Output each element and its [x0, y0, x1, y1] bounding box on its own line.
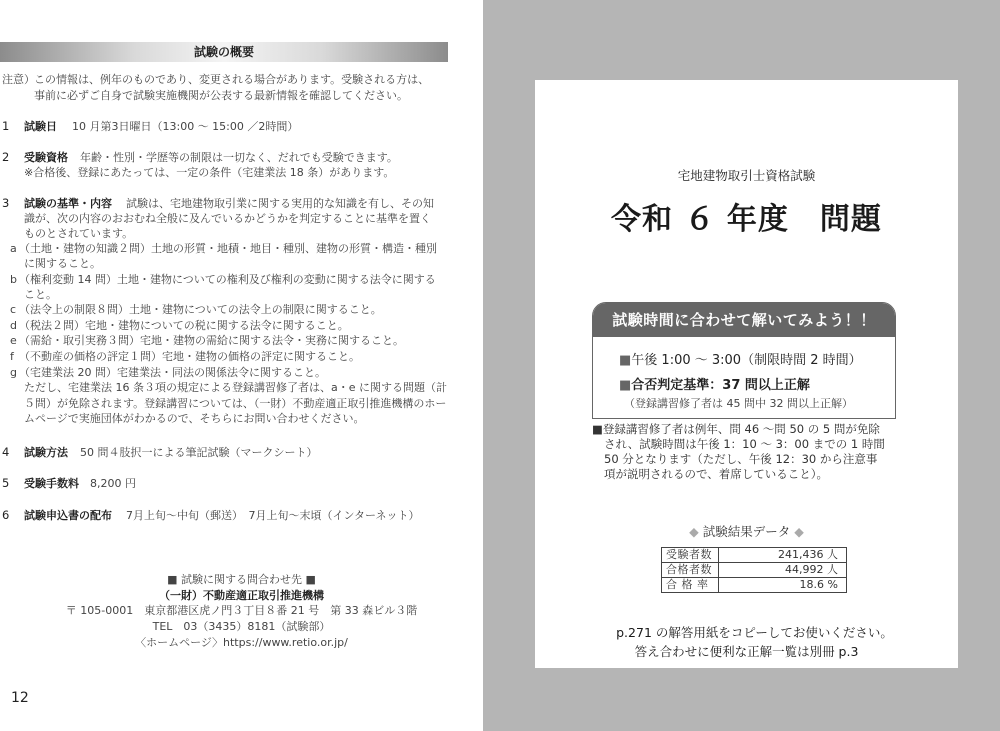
- item-2-text-2: ※合格後、登録にあたっては、一定の条件（宅建業法 18 条）があります。: [24, 166, 395, 179]
- contact-homepage-link[interactable]: 〈ホームページ〉https://www.retio.or.jp/: [135, 636, 348, 649]
- pass-criteria-line: ■合否判定基準：37 問以上正解: [619, 378, 810, 393]
- time-line: ■午後 1:00 〜 3:00（制限時間 2 時間）: [619, 353, 862, 368]
- item-1-heading: 試験日: [24, 120, 57, 133]
- square-bullet-icon: ■: [619, 378, 632, 393]
- diamond-icon: ◆: [689, 524, 699, 539]
- notice-line: ■登録講習修了者は例年、問 46 〜問 50 の 5 問が免除: [592, 422, 880, 436]
- item-2-heading: 受験資格: [24, 151, 68, 164]
- item-3-heading: 試験の基準・内容: [24, 197, 112, 210]
- item-1-text: 10 月第3日曜日（13:00 〜 15:00 ／2時間）: [72, 120, 299, 133]
- item-6-text: 7月上旬〜中旬（郵送） 7月上旬〜末頃（インターネット）: [126, 509, 420, 522]
- table-row: [662, 548, 847, 563]
- page-number: 12: [11, 690, 29, 706]
- notice-line: され、試験時間は午後 1：10 〜 3：00 までの 1 時間: [604, 437, 885, 451]
- exemption-line-2: ５問）が免除されます。登録講習については、（一財）不動産適正取引推進機構のホー: [24, 397, 447, 410]
- exam-title: 令和 ６ 年度 問題: [611, 202, 882, 237]
- square-bullet-icon: ■: [619, 353, 632, 368]
- item-6-number: 6: [2, 508, 10, 522]
- exemption-notice: [592, 422, 902, 482]
- item-3-text-1: 試験は、宅地建物取引業に関する実用的な知識を有し、その知: [126, 197, 434, 210]
- row-value: 18.6 %: [719, 578, 847, 593]
- table-row: [662, 578, 847, 593]
- contact-organization: （一財）不動産適正取引推進機構: [159, 589, 324, 602]
- timing-box-heading: 試験時間に合わせて解いてみよう！！: [593, 303, 895, 337]
- diamond-icon: ◆: [794, 524, 804, 539]
- item-2-text-1: 年齢・性別・学歴等の制限は一切なく、だれでも受験できます。: [80, 151, 398, 164]
- subitem-b-text-2: こと。: [24, 288, 57, 301]
- item-1-number: 1: [2, 119, 10, 133]
- subitem-a-text-2: に関すること。: [24, 257, 101, 270]
- exam-subtitle: 宅地建物取引士資格試験: [677, 168, 816, 183]
- subitem-c-letter: c: [10, 303, 17, 316]
- note-line-2: 事前に必ずご自身で試験実施機関が公表する最新情報を確認してください。: [34, 89, 408, 102]
- results-title: ◆ 試験結果データ ◆: [689, 524, 804, 539]
- exemption-line-3: ムページで実施団体がわかるので、そちらにお問い合わせください。: [24, 412, 365, 425]
- row-label: 合格者数: [662, 563, 719, 578]
- results-table: [661, 547, 847, 593]
- subitem-b-letter: b: [10, 273, 17, 286]
- notice-line: 50 分となります（ただし、午後 12：30 から注意事: [604, 452, 878, 466]
- item-5-heading: 受験手数料: [24, 477, 79, 490]
- subitem-g-text: （宅建業法 20 問）宅建業法・同法の関係法令に関すること。: [19, 366, 326, 379]
- subitem-a-letter: a: [10, 242, 17, 255]
- contact-tel: TEL 03（3435）8181（試験部）: [152, 620, 331, 633]
- left-page: [0, 0, 483, 731]
- section-title-bar: 試験の概要: [0, 42, 448, 62]
- item-3-text-2: 識が、次の内容のおおむね全般に及んでいるかどうかを判定することに基準を置く: [24, 212, 431, 225]
- subitem-d-text: （税法２問）宅地・建物についての税に関する法令に関すること。: [19, 319, 349, 332]
- subitem-a-text-1: （土地・建物の知識２問）土地の形質・地積・地目・種別、建物の形質・構造・種別: [19, 242, 437, 255]
- row-value: 241,436 人: [719, 548, 847, 563]
- item-4-number: 4: [2, 445, 10, 459]
- contact-heading: ■ 試験に関する問合わせ先 ■: [167, 573, 316, 586]
- item-2-number: 2: [2, 150, 10, 164]
- note-label: 注意）: [2, 73, 35, 86]
- item-5-number: 5: [2, 476, 10, 490]
- row-label: 合 格 率: [662, 578, 719, 593]
- subitem-c-text: （法令上の制限８問）土地・建物についての法令上の制限に関すること。: [19, 303, 382, 316]
- note-line-1: この情報は、例年のものであり、変更される場合があります。受験される方は、: [34, 73, 430, 86]
- pass-criteria-note: （登録講習修了者は 45 問中 32 問以上正解）: [624, 397, 853, 410]
- subitem-e-letter: e: [10, 334, 17, 347]
- exam-cover-card: [535, 80, 958, 668]
- timing-box: [592, 302, 896, 419]
- item-6-heading: 試験申込書の配布: [24, 509, 112, 522]
- table-row: [662, 563, 847, 578]
- subitem-f-letter: f: [10, 350, 14, 363]
- subitem-f-text: （不動産の価格の評定１問）宅地・建物の価格の評定に関すること。: [19, 350, 360, 363]
- row-value: 44,992 人: [719, 563, 847, 578]
- answer-key-note: 答え合わせに便利な正解一覧は別冊 p.3: [634, 644, 859, 659]
- answer-sheet-note: p.271 の解答用紙をコピーしてお使いください。: [616, 625, 893, 640]
- subitem-d-letter: d: [10, 319, 17, 332]
- subitem-b-text-1: （権利変動 14 問）土地・建物についての権利及び権利の変動に関する法令に関する: [19, 273, 436, 286]
- subitem-e-text: （需給・取引実務３問）宅地・建物の需給に関する法令・実務に関すること。: [19, 334, 404, 347]
- item-4-text: 50 問４肢択一による筆記試験（マークシート）: [80, 446, 318, 459]
- exemption-line-1: ただし、宅建業法 16 条３項の規定による登録講習修了者は、a・e に関する問題（計: [24, 381, 447, 394]
- notice-line: 項が説明されるので、着席していること）。: [604, 467, 829, 481]
- item-5-text: 8,200 円: [90, 477, 136, 490]
- item-3-number: 3: [2, 196, 10, 210]
- subitem-g-letter: g: [10, 366, 17, 379]
- contact-address: 〒 105-0001 東京都港区虎ノ門３丁目８番 21 号 第 33 森ビル３階: [65, 604, 418, 617]
- item-3-text-3: ものとされています。: [24, 227, 134, 240]
- row-label: 受験者数: [662, 548, 719, 563]
- item-4-heading: 試験方法: [24, 446, 68, 459]
